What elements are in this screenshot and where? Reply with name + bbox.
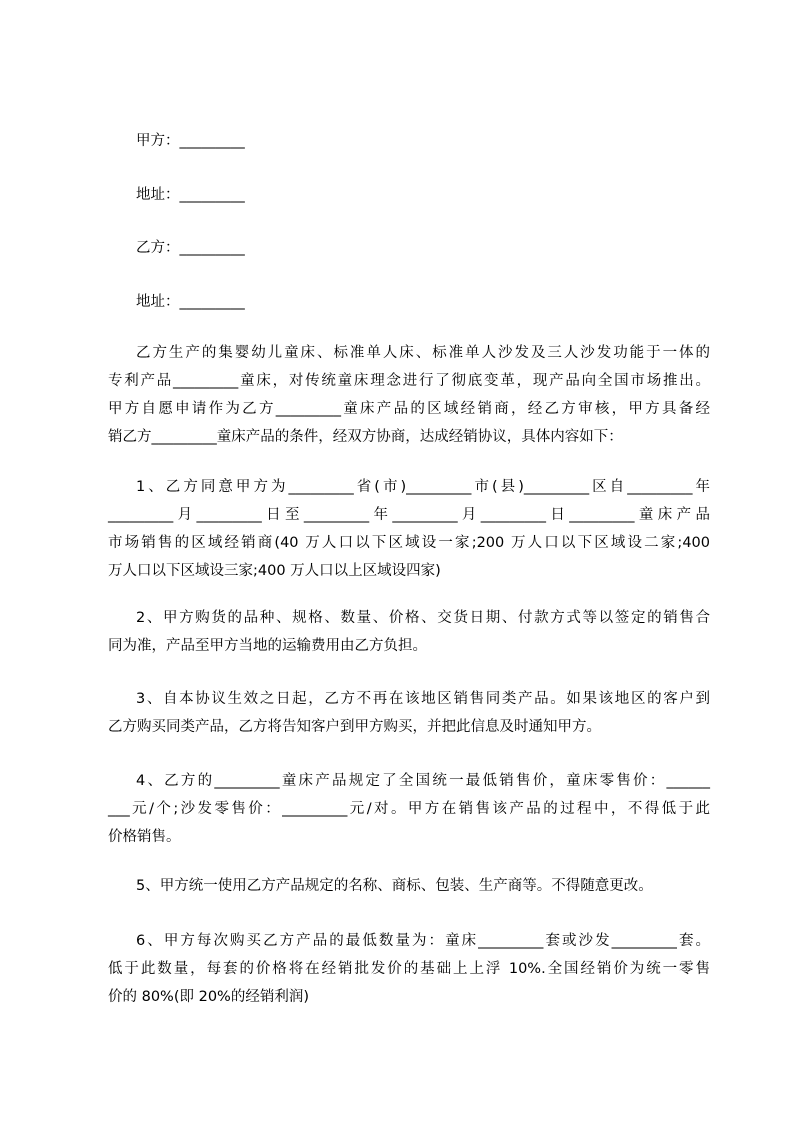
clause-line: 2、甲方购货的品种、规格、数量、价格、交货日期、付款方式等以签定的销售合 (136, 610, 710, 626)
clause-line: 万人口以下区域设三家;400 万人口以上区域设四家) (108, 563, 441, 579)
intro-line: 甲方自愿申请作为乙方_________童床产品的区域经销商，经乙方审核，甲方具备经 (108, 401, 710, 417)
clause-line: 价的 80%(即 20%的经销利润) (108, 989, 309, 1005)
party-a-field: 甲方：_________ (136, 133, 245, 149)
intro-line: 乙方生产的集婴幼儿童床、标准单人床、标准单人沙发及三人沙发功能于一体的 (136, 345, 710, 361)
clause-line: 6、甲方每次购买乙方产品的最低数量为：童床_________套或沙发_________套。 (136, 933, 710, 949)
clause-line: 4、乙方的_________童床产品规定了全国统一最低销售价，童床零售价：______ (136, 773, 710, 789)
party-b-field: 乙方：_________ (136, 240, 245, 256)
clause-line: 同为准，产品至甲方当地的运输费用由乙方负担。 (108, 638, 427, 654)
clause-1 (108, 473, 710, 585)
clause-3 (108, 685, 710, 741)
party-b-address-field: 地址：_________ (136, 294, 245, 310)
clause-4 (108, 767, 710, 851)
party-a-address-field: 地址：_________ (136, 187, 245, 203)
clause-line: 价格销售。 (108, 829, 181, 845)
intro-paragraph (108, 339, 710, 451)
clause-6 (108, 927, 710, 1011)
clause-line: 低于此数量，每套的价格将在经销批发价的基础上上浮 10%.全国经销价为统一零售 (108, 961, 710, 977)
clause-line: 5、甲方统一使用乙方产品规定的名称、商标、包装、生产商等。不得随意更改。 (136, 878, 653, 894)
clause-2 (108, 604, 710, 660)
clause-line: _________月_________日至_________年_________月_________日_________童床产品 (108, 507, 710, 523)
intro-line: 专利产品_________童床，对传统童床理念进行了彻底变革，现产品向全国市场推出。 (108, 373, 710, 389)
clause-line: 市场销售的区域经销商(40 万人口以下区域设一家;200 万人口以下区域设二家;400 (108, 535, 710, 551)
clause-line: ___元/个;沙发零售价：_________元/对。甲方在销售该产品的过程中，不得低于此 (108, 801, 710, 817)
intro-line: 销乙方_________童床产品的条件，经双方协商，达成经销协议，具体内容如下： (108, 429, 623, 445)
clause-line: 乙方购买同类产品，乙方将告知客户到甲方购买，并把此信息及时通知甲方。 (108, 719, 601, 735)
clause-5 (108, 872, 710, 900)
clause-line: 1、乙方同意甲方为_________省(市)_________市(县)_________区自_________年 (136, 479, 710, 495)
clause-line: 3、自本协议生效之日起，乙方不再在该地区销售同类产品。如果该地区的客户到 (136, 691, 710, 707)
